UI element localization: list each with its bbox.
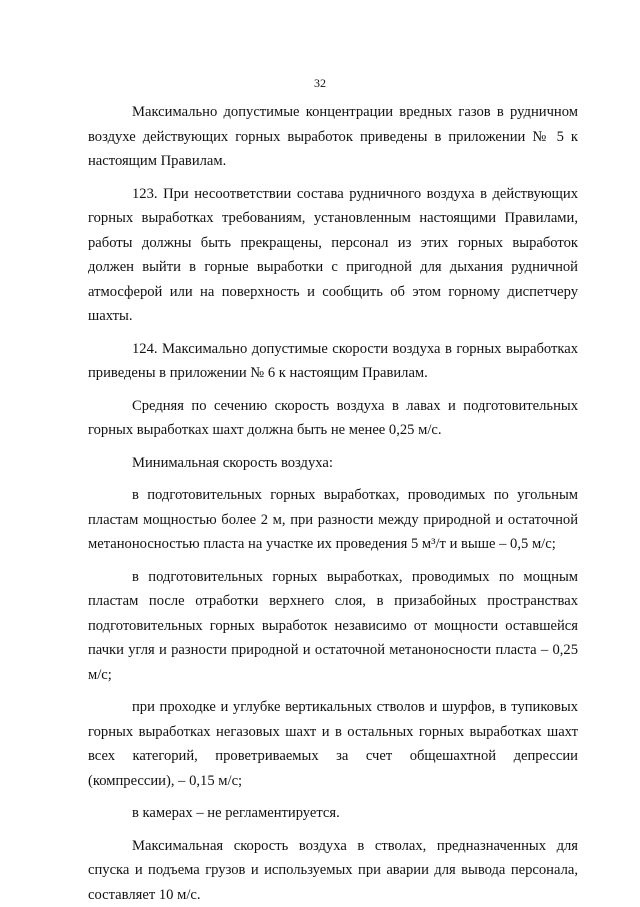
paragraph-min-speed-thick-seams: в подготовительных горных выработках, проводимых по мощным пластам после отработки верхнего слоя, в призабойных пространствах подготовительных горных выработок независимо от мощности оставшейся пачки угля и разности природной и остаточной метаноносности пласта – 0,25 м/с; (88, 565, 578, 688)
paragraph-gas-concentrations: Максимально допустимые концентрации вредных газов в рудничном воздухе действующих горных выработок приведены в приложении № 5 к настоящим Правилам. (88, 100, 578, 174)
paragraph-average-speed: Средняя по сечению скорость воздуха в лавах и подготовительных горных выработках шахт должна быть не менее 0,25 м/с. (88, 394, 578, 443)
paragraph-min-speed-coal-seams: в подготовительных горных выработках, проводимых по угольным пластам мощностью более 2 м, при разности между природной и остаточной метаноносностью пласта на участке их проведения 5 м³/т и выше – 0,5 м/с; (88, 483, 578, 557)
paragraph-min-speed-shafts: при проходке и углубке вертикальных стволов и шурфов, в тупиковых горных выработках негазовых шахт и в остальных горных выработках шахт всех категорий, проветриваемых за счет общешахтной депрессии (компрессии), – 0,15 м/с; (88, 695, 578, 793)
paragraph-124: 124. Максимально допустимые скорости воздуха в горных выработках приведены в приложении № 6 к настоящим Правилам. (88, 337, 578, 386)
paragraph-chambers: в камерах – не регламентируется. (88, 801, 578, 826)
paragraph-123: 123. При несоответствии состава рудничного воздуха в действующих горных выработках требованиям, установленным настоящими Правилами, работы должны быть прекращены, персонал из этих горных выработок должен выйти в горные выработки с пригодной для дыхания рудничной атмосферой или на поверхность и сообщить об этом горному диспетчеру шахты. (88, 182, 578, 329)
paragraph-minimum-speed-heading: Минимальная скорость воздуха: (88, 451, 578, 476)
document-body (88, 100, 578, 907)
paragraph-maximum-speed: Максимальная скорость воздуха в стволах, предназначенных для спуска и подъема грузов и используемых при аварии для вывода персонала, составляет 10 м/с. (88, 834, 578, 907)
page-number: 32 (0, 76, 640, 91)
